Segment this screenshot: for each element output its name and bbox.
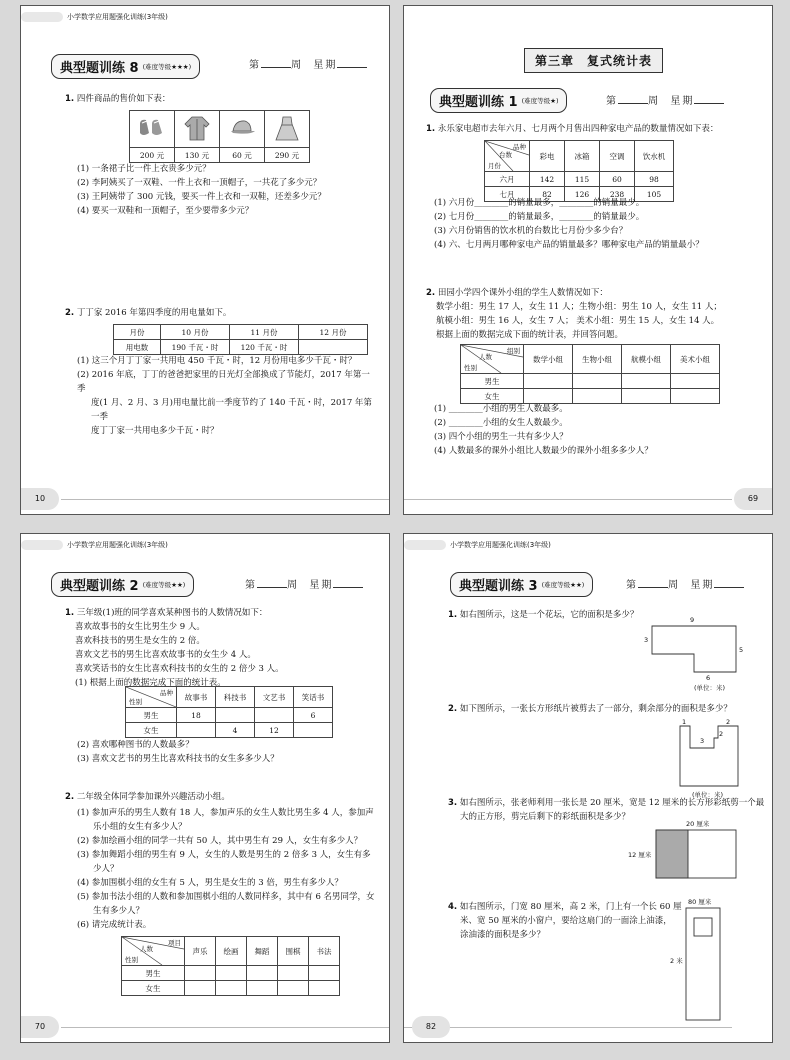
flowerbed-figure [644,616,754,696]
footer-line [404,1027,732,1028]
table-cell [573,374,622,389]
dim-label: 1 [682,718,687,726]
page-number: 69 [734,488,772,510]
chapter-title: 第三章 复式统计表 [524,48,663,73]
table-cell: 98 [635,172,674,187]
jacket-icon [182,114,212,142]
books-table [125,686,333,738]
header-bar [404,534,772,556]
page-69 [403,5,773,515]
question-2 [448,702,768,716]
book-title: 小学数学应用题强化训练(3年级) [67,13,168,21]
dim-label: 3 [644,636,649,644]
dim-label: 80 厘米 [688,898,712,906]
table-cell: 6 [294,708,333,723]
table-cell [185,981,216,996]
header-pill [21,12,63,22]
sub-question: (2) 七月份________的销量最多，________的销量最少。 [434,212,645,222]
sub-question: (2) 喜欢哪种图书的人数最多？ [77,740,194,750]
weekday-blank [714,587,744,588]
question-1 [65,92,170,106]
sub-question: 少人？ [93,864,119,874]
interest-table [121,936,340,996]
question-text: 永乐家电超市去年六月、七月两个月售出四种家电产品的数量情况如下表： [437,124,719,134]
club-table [460,344,720,404]
table-header: 冰箱 [565,141,600,172]
sub-question: (4) 要买一双鞋和一顶帽子，至少要带多少元？ [77,206,254,216]
week-label-b: 周 [291,60,303,71]
question-text: 涂油漆的面积是多少？ [460,930,546,940]
page-10 [20,5,390,515]
sub-question: (1) 这三个月丁丁家一共用电 450 千瓦・时，12 月份用电多少千瓦・时？ [77,356,357,366]
weekday-blank [333,587,363,588]
dim-label: 2 [719,730,724,738]
electricity-table [113,324,368,355]
week-label-a: 第 [606,96,618,107]
question-text: 米、宽 50 厘米的小窗户，要给这扇门的一面涂上油漆， [460,916,672,926]
book-title: 小学数学应用题强化训练(3年级) [450,541,551,549]
dress-icon [272,114,302,142]
row-label: 女生 [122,981,185,996]
section-title-text: 典型题训练 1 [439,95,518,110]
week-line [606,92,724,107]
table-header: 舞蹈 [247,937,278,966]
question-1 [426,122,766,136]
week-label-a: 第 [245,580,257,591]
page-70 [20,533,390,1043]
row-label: 男生 [122,966,185,981]
table-header: 航模小组 [622,345,671,374]
week-blank [257,587,287,588]
corner-label-bottom: 性别 [125,956,138,964]
question-2 [426,286,766,342]
sub-question: (2) ________小组的女生人数最少。 [434,418,568,428]
dim-label: 9 [690,616,695,624]
question-text: 如右图所示，门宽 80 厘米，高 2 米，门上有一个长 60 厘 [459,902,682,912]
question-text: 丁丁家 2016 年第四季度的用电量如下。 [76,308,232,318]
table-header: 围棋 [278,937,309,966]
question-number: 1. [65,94,75,104]
table-cell: 60 [600,172,635,187]
dim-label: 20 厘米 [686,820,710,828]
difficulty-label: (难度等级★★) [142,581,186,589]
question-text: 三年级(1)班的同学喜欢某种图书的人数情况如下： [76,608,268,618]
table-cell: 18 [177,708,216,723]
difficulty-label: (难度等级★) [521,97,559,105]
question-number: 4. [448,902,458,912]
book-title: 小学数学应用题强化训练(3年级) [67,541,168,549]
table-cell [299,340,368,355]
price-shoes: 200 元 [130,148,175,163]
table-cell [524,374,573,389]
dim-label: 5 [739,646,744,654]
table-header: 科技书 [216,687,255,708]
question-number: 2. [448,704,458,714]
table-cell: 82 [530,187,565,202]
cap-image-cell [220,111,265,148]
table-cell [216,981,247,996]
sub-question: (4) 参加围棋小组的女生有 5 人，男生是女生的 3 倍，男生有多少人？ [77,878,343,888]
sub-question: (5) 参加书法小组的人数和参加围棋小组的人数同样多，其中有 6 名男同学，女 [77,892,375,902]
dim-label: 12 厘米 [628,851,652,859]
paper-figure [628,818,748,888]
cut-paper-figure [672,718,752,802]
table-header: 10 月份 [161,325,230,340]
section-title-text: 典型题训练 8 [60,61,139,76]
sub-question: (3) 六月份销售的饮水机的台数比七月份少多少台？ [434,226,628,236]
question-number: 3. [448,798,458,808]
page-82 [403,533,773,1043]
unit-label: (单位：米) [694,684,726,692]
question-2 [65,306,231,320]
question-text: 田园小学四个课外小组的学生人数情况如下： [437,288,608,298]
table-header: 故事书 [177,687,216,708]
row-label: 七月 [485,187,530,202]
table-header: 数学小组 [524,345,573,374]
corner-label-bottom: 性别 [464,364,477,372]
data-line: 喜欢笑话书的女生比喜欢科技书的女生的 2 倍少 3 人。 [75,664,284,674]
table-header: 生物小组 [573,345,622,374]
corner-label-mid: 台数 [499,151,512,159]
sub-question: (1) 参加声乐的男生人数有 18 人，参加声乐的女生人数比男生多 4 人，参加声 [77,808,374,818]
corner-label-bottom: 月份 [488,162,501,170]
page-number: 82 [412,1016,450,1038]
question-text: 大的正方形，剪完后剩下的彩纸面积是多少？ [460,812,631,822]
corner-label-mid: 人数 [140,945,153,953]
question-number: 2. [426,288,436,298]
table-header: 饮水机 [635,141,674,172]
section-title [430,88,567,113]
question-number: 1. [448,610,458,620]
table-cell: 12 [255,723,294,738]
data-line: 数学小组：男生 17 人，女生 11 人；生物小组：男生 10 人，女生 11 人； [436,302,722,312]
table-cell: 115 [565,172,600,187]
sub-question: 乐小组的女生有多少人？ [93,822,187,832]
corner-label-top: 品种 [513,143,526,151]
question-text: 如右图所示，这是一个花坛，它的面积是多少？ [459,610,639,620]
table-header: 笑话书 [294,687,333,708]
table-header: 月份 [114,325,161,340]
difficulty-label: (难度等级★★) [541,581,585,589]
footer-line [404,499,732,500]
table-header: 空调 [600,141,635,172]
corner-label-bottom: 性别 [129,698,142,706]
jacket-image-cell [175,111,220,148]
table-cell: 用电数 [114,340,161,355]
sub-question: (3) 参加舞蹈小组的男生有 9 人，女生的人数是男生的 2 倍多 3 人，女生有多 [77,850,371,860]
table-cell [177,723,216,738]
question-text: 四件商品的售价如下表： [76,94,171,104]
corner-cell [461,345,524,374]
question-1-subs [434,196,704,252]
question-1 [448,608,638,622]
table-cell: 105 [635,187,674,202]
table-cell [671,389,720,404]
table-header: 彩电 [530,141,565,172]
section-title-text: 典型题训练 3 [459,579,538,594]
row-label: 女生 [126,723,177,738]
table-cell [247,966,278,981]
question-text: 二年级全体同学参加课外兴趣活动小组。 [76,792,230,802]
door-figure [666,896,746,1026]
table-cell: 120 千瓦・时 [230,340,299,355]
question-2-subs [77,354,377,438]
sub-question: (1) 六月份________的销量最多，________的销量最少。 [434,198,645,208]
question-number: 2. [65,792,75,802]
data-line: 喜欢文艺书的男生比喜欢故事书的女生少 4 人。 [75,650,256,660]
data-line: 根据上面的数据完成下面的统计表，并回答问题。 [436,330,624,340]
table-cell [309,966,340,981]
corner-label-top: 组别 [507,347,520,355]
footer-line [61,1027,389,1028]
corner-label-mid: 人数 [479,353,492,361]
sub-question: (2) 李阿姨买了一双鞋、一件上衣和一顶帽子，一共花了多少元？ [77,178,322,188]
question-number: 1. [426,124,436,134]
corner-cell [122,937,185,966]
data-line: 喜欢科技书的男生是女生的 2 倍。 [75,636,205,646]
cap-icon [227,115,257,141]
table-header: 书法 [309,937,340,966]
question-1-subs [77,162,326,218]
week-label-b: 周 [287,580,299,591]
sub-question: (3) 王阿姨带了 300 元钱，要买一件上衣和一双鞋，还差多少元？ [77,192,326,202]
difficulty-label: (难度等级★★★) [142,63,192,71]
table-cell [278,981,309,996]
header-bar [21,6,389,28]
table-cell [216,966,247,981]
unit-label: (单位：米) [692,791,724,799]
question-2 [65,790,385,804]
footer-line [61,499,389,500]
table-header: 文艺书 [255,687,294,708]
question-2-subs [77,806,387,932]
dim-label: 3 [700,737,705,745]
sub-question: (4) 六、七月两月哪种家电产品的销量最多？哪种家电产品的销量最小？ [434,240,704,250]
price-cap: 60 元 [220,148,265,163]
table-cell: 4 [216,723,255,738]
question-text: 如右图所示，张老师利用一张长是 20 厘米，宽是 12 厘米的长方形彩纸剪一个最 [459,798,765,808]
weekday-label: 星期 [670,96,695,107]
week-blank [618,103,648,104]
week-blank [638,587,668,588]
week-line [245,576,363,591]
question-2-subs [434,402,653,458]
question-number: 2. [65,308,75,318]
table-header: 绘画 [216,937,247,966]
sub-question: (3) 喜欢文艺书的男生比喜欢科技书的女生多多少人？ [77,754,279,764]
weekday-label: 星期 [309,580,334,591]
dress-image-cell [265,111,310,148]
shoes-image-cell [130,111,175,148]
table-cell: 190 千瓦・时 [161,340,230,355]
corner-cell [126,687,177,708]
sub-question: (2) 2016 年底，丁丁的爸爸把家里的日光灯全部换成了节能灯，2017 年第一季 [77,370,370,394]
section-title [51,54,200,79]
sub-question: 度(1 月、2 月、3 月)用电量比前一季度节约了 140 千瓦・时，2017 年第一季 [91,398,372,422]
table-cell [278,966,309,981]
section-title [450,572,593,597]
row-label: 男生 [126,708,177,723]
weekday-label: 星期 [313,60,338,71]
row-label: 男生 [461,374,524,389]
week-line [249,56,367,71]
week-label-a: 第 [249,60,261,71]
dim-label: 6 [706,674,711,682]
table-cell [622,374,671,389]
row-label: 六月 [485,172,530,187]
sub-question: (1) 一条裙子比一件上衣贵多少元？ [77,164,211,174]
table-cell [294,723,333,738]
table-cell [185,966,216,981]
sub-question: (6) 请完成统计表。 [77,920,152,930]
row-label: 女生 [461,389,524,404]
table-cell [247,981,278,996]
header-bar [21,534,389,556]
table-cell: 126 [565,187,600,202]
sub-question: 度丁丁家一共用电多少千瓦・时？ [91,426,219,436]
corner-cell [485,141,530,172]
sub-question: (4) 人数最多的课外小组比人数最少的课外小组多多少人？ [434,446,653,456]
table-cell [255,708,294,723]
weekday-blank [337,67,367,68]
question-number: 1. [65,608,75,618]
sub-question: (2) 参加绘画小组的同学一共有 50 人，其中男生有 29 人，女生有多少人？ [77,836,363,846]
price-table [129,110,310,163]
weekday-label: 星期 [690,580,715,591]
week-label-b: 周 [668,580,680,591]
shoes-icon [137,115,167,141]
corner-label-top: 品种 [160,689,173,697]
table-header: 声乐 [185,937,216,966]
appliance-table [484,140,674,202]
header-pill [21,540,63,550]
table-cell: 238 [600,187,635,202]
price-dress: 290 元 [265,148,310,163]
week-line [626,576,744,591]
data-line: 航模小组：男生 16 人，女生 7 人； 美术小组：男生 15 人，女生 14 人。 [436,316,720,326]
table-cell: 142 [530,172,565,187]
header-pill [404,540,446,550]
weekday-blank [694,103,724,104]
section-title [51,572,194,597]
section-title-text: 典型题训练 2 [60,579,139,594]
dim-label: 2 [726,718,731,726]
table-cell [309,981,340,996]
data-line: 喜欢故事书的女生比男生少 9 人。 [75,622,205,632]
corner-label-top: 项目 [168,939,181,947]
question-1 [65,606,284,690]
week-blank [261,67,291,68]
sub-question: (1) ________小组的男生人数最多。 [434,404,568,414]
table-header: 美术小组 [671,345,720,374]
sub-question: 生有多少人？ [93,906,145,916]
price-jacket: 130 元 [175,148,220,163]
table-cell [216,708,255,723]
sub-question: (3) 四个小组的男生一共有多少人？ [434,432,568,442]
dim-label: 2 米 [670,957,683,965]
table-header: 12 月份 [299,325,368,340]
data-line: (1) 根据上面的数据完成下面的统计表。 [75,678,226,688]
week-label-a: 第 [626,580,638,591]
question-text: 如下图所示，一张长方形纸片被剪去了一部分，剩余部分的面积是多少？ [459,704,732,714]
question-4 [448,900,698,942]
table-header: 11 月份 [230,325,299,340]
page-number: 70 [21,1016,59,1038]
table-cell [671,374,720,389]
question-1-subs [77,738,279,766]
week-label-b: 周 [648,96,660,107]
page-number: 10 [21,488,59,510]
